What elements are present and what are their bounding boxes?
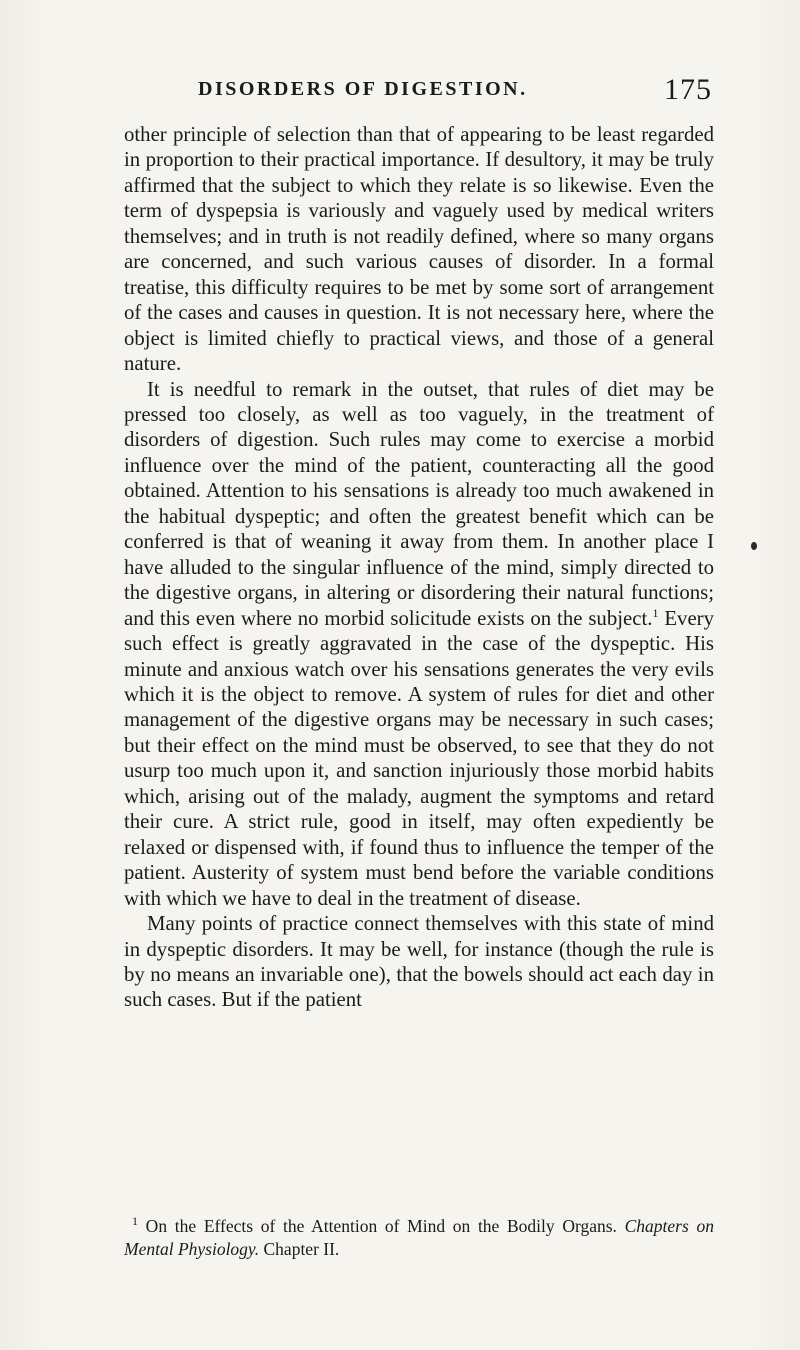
running-head: [118, 73, 712, 106]
running-title: DISORDERS OF DIGESTION.: [198, 78, 528, 100]
footnote-text-end: Chapter II.: [259, 1239, 340, 1259]
paragraph-3: Many points of practice connect themselves with this state of mind in dyspeptic disorders. It may be well, for instance (though the rule is by no means an invariable one), that the bowels should act each day in such cases. But if the patient: [124, 912, 714, 1012]
paragraph-1: other principle of selection than that of appearing to be least regarded in proportion to their practical importance. If desultory, it may be truly affirmed that the subject to which they relate is so likewise. Even the term of dyspepsia is variously and vaguely used by medical writers themselves; and in truth is not readily defined, where so many organs are concerned, and such various causes of disorder. In a formal treatise, this difficulty requires to be met by some sort of arrangement of the cases and causes in question. It is not necessary here, where the object is limited chiefly to practical views, and those of a general nature.: [124, 123, 714, 376]
paragraph-2-text-a: It is needful to remark in the outset, that rules of diet may be pressed too closely, as well as too vaguely, in the treatment of disorders of digestion. Such rules may come to exercise a morbid influence over the mind of the patient, counteracting all the good obtained. Attention to his sensations is already too much awakened in the habitual dyspeptic; and often the greatest benefit which can be conferred is that of weaning it away from them. In another place I have alluded to the singular influence of the mind, simply directed to the digestive organs, in altering or disordering their natural functions; and this even where no morbid solicitude exists on the subject.: [124, 377, 714, 630]
footnote-text: On the Effects of the Attention of Mind on the Bodily Organs.: [138, 1216, 625, 1236]
ink-blot-mark: [751, 542, 757, 550]
footnote-number: 1: [132, 1214, 138, 1229]
paragraph-2: [124, 377, 714, 912]
body-text: [124, 122, 714, 1013]
paragraph-2-text-b: Every such effect is greatly aggravated in the case of the dyspeptic. His minute and anxious watch over his sensations generates the very evils which it is the object to remove. A system of rules for diet and other management of the digestive organs may be necessary in such cases; but their effect on the mind must be observed, to see that they do not usurp too much upon it, and sanction injuriously those morbid habits which, arising out of the malady, augment the symptoms and retard their cure. A strict rule, good in itself, may often expediently be relaxed or dispensed with, if found thus to influence the temper of the patient. Austerity of system must bend before the variable conditions with which we have to deal in the treatment of disease.: [124, 606, 714, 910]
page-number: 175: [664, 73, 712, 106]
footnote: [124, 1215, 714, 1261]
footnote-book-title: Chapters on Mental Physiology.: [124, 1216, 714, 1259]
footnote-reference[interactable]: 1: [652, 605, 659, 620]
